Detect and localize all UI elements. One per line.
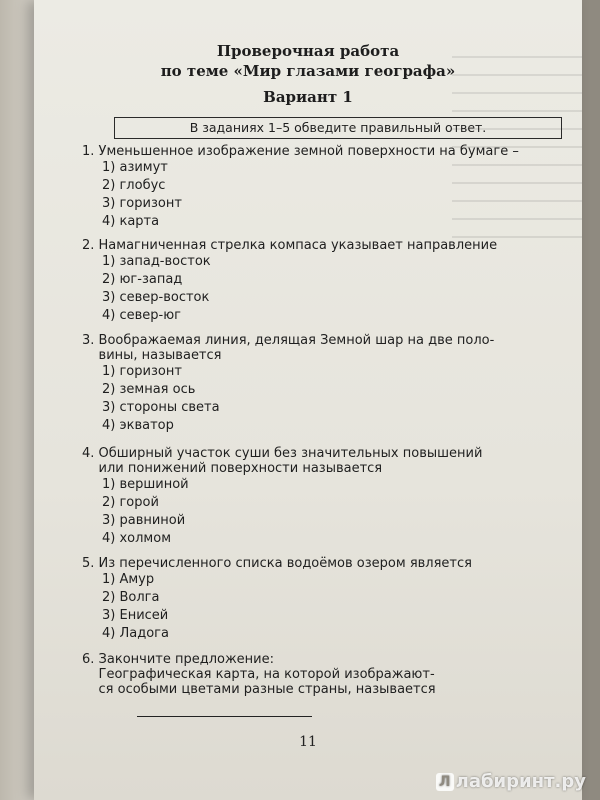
answer-option[interactable]: 1) азимут: [102, 160, 168, 175]
question-3: [82, 333, 494, 435]
answer-option[interactable]: 3) стороны света: [102, 400, 220, 415]
answer-option[interactable]: 4) Ладога: [102, 626, 169, 641]
title-line-2: по теме «Мир глазами географа»: [160, 62, 456, 80]
instruction-box: В заданиях 1–5 обведите правильный ответ.: [114, 117, 562, 139]
question-text: 5. Из перечисленного списка водоёмов озером является: [82, 556, 472, 571]
answer-option[interactable]: 3) равниной: [102, 513, 186, 528]
question-text: 1. Уменьшенное изображение земной поверхности на бумаге –: [82, 144, 519, 159]
question-4: [82, 446, 482, 548]
answer-option[interactable]: 2) горой: [102, 495, 159, 510]
question-text: 2. Намагниченная стрелка компаса указывает направление: [82, 238, 498, 253]
title-line-1: Проверочная работа: [216, 42, 400, 60]
answer-option[interactable]: 3) горизонт: [102, 196, 182, 211]
watermark: [436, 771, 586, 792]
underlying-page: [0, 0, 36, 800]
page-number: 11: [299, 734, 317, 750]
question-text: 3. Воображаемая линия, делящая Земной шар на две поло- вины, называется: [82, 333, 495, 363]
answer-option[interactable]: 1) Амур: [102, 572, 155, 587]
watermark-text: лабиринт.ру: [455, 771, 586, 792]
question-6: [82, 652, 436, 697]
question-5: [82, 556, 472, 643]
answer-option[interactable]: 1) горизонт: [102, 364, 182, 379]
answer-option[interactable]: 2) юг-запад: [102, 272, 183, 287]
answer-option[interactable]: 4) холмом: [102, 531, 171, 546]
question-text: 6. Закончите предложение: Географическая карта, на которой изображают- ся особыми цветами разные страны, называется: [82, 652, 436, 697]
document-page: [34, 0, 582, 800]
question-2: [82, 238, 497, 325]
variant-label: Вариант 1: [263, 88, 353, 106]
question-text: 4. Обширный участок суши без значительных повышений или понижений поверхности называется: [82, 446, 483, 476]
answer-option[interactable]: 4) карта: [102, 214, 160, 229]
answer-option[interactable]: 4) север-юг: [102, 308, 181, 323]
answer-option[interactable]: 1) вершиной: [102, 477, 189, 492]
answer-option[interactable]: 2) глобус: [102, 178, 166, 193]
answer-option[interactable]: 4) экватор: [102, 418, 174, 433]
question-1: [82, 144, 519, 231]
answer-option[interactable]: 2) Волга: [102, 590, 160, 605]
answer-option[interactable]: 2) земная ось: [102, 382, 196, 397]
answer-option[interactable]: 3) север-восток: [102, 290, 210, 305]
answer-option[interactable]: 1) запад-восток: [102, 254, 211, 269]
answer-blank-line[interactable]: [137, 716, 312, 717]
answer-option[interactable]: 3) Енисей: [102, 608, 169, 623]
labirint-logo-icon: Л: [436, 773, 454, 791]
